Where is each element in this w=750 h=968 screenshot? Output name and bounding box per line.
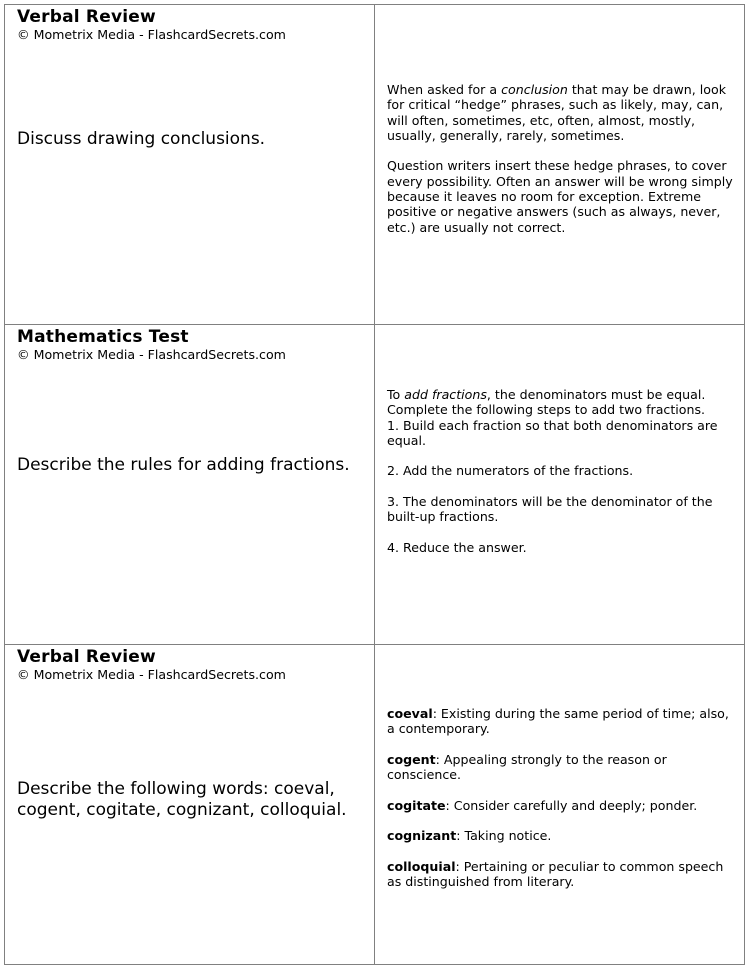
card-1-back (375, 5, 744, 325)
answer-paragraph: When asked for a conclusion that may be drawn, look for critical “hedge” phrases, such as likely, may, can, will often, sometimes, etc, often, almost, mostly, usually, generally, rarely, sometimes. (387, 82, 726, 143)
card-1-front (5, 5, 375, 325)
card-answer (387, 706, 733, 890)
definition-item: coeval: Existing during the same period of time; also, a contemporary. (387, 706, 729, 737)
definition-term: cogitate (387, 797, 446, 813)
step-item: 4. Reduce the answer. (387, 539, 527, 555)
card-3-back (375, 645, 744, 964)
card-copyright: © Mometrix Media - FlashcardSecrets.com (17, 27, 286, 42)
card-category-title: Verbal Review (17, 647, 156, 667)
answer-paragraph: Question writers insert these hedge phrases, to cover every possibility. Often an answer will be wrong simply because it leaves no room for exception. Extreme positive or negative answers (such as always, never, etc.) are usually not correct. (387, 158, 733, 235)
card-answer (387, 387, 733, 555)
card-copyright: © Mometrix Media - FlashcardSecrets.com (17, 347, 286, 362)
definition-item: cogent: Appealing strongly to the reason or conscience. (387, 751, 667, 783)
definition-term: colloquial (387, 858, 456, 874)
card-question: Describe the rules for adding fractions. (17, 455, 350, 475)
definition-item: cogitate: Consider carefully and deeply; ponder. (387, 797, 698, 813)
definition-term: cognizant (387, 828, 457, 844)
step-item: 3. The denominators will be the denominator of the built-up fractions. (387, 494, 713, 525)
definition-item: cognizant: Taking notice. (387, 828, 552, 844)
card-3-front (5, 645, 375, 964)
card-copyright: © Mometrix Media - FlashcardSecrets.com (17, 667, 286, 682)
card-category-title: Verbal Review (17, 7, 156, 27)
definition-term: cogent (387, 751, 436, 767)
emphasis-text: add fractions (404, 387, 487, 402)
card-question: Discuss drawing conclusions. (17, 129, 266, 149)
definition-term: coeval (387, 706, 433, 721)
card-category-title: Mathematics Test (17, 327, 189, 347)
card-answer (387, 82, 733, 235)
flashcard-sheet (4, 4, 745, 965)
step-item: 2. Add the numerators of the fractions. (387, 463, 634, 479)
step-item: 1. Build each fraction so that both denominators are equal. (387, 417, 718, 448)
definition-item: colloquial: Pertaining or peculiar to common speech as distinguished from literary. (387, 858, 724, 890)
card-2-back (375, 325, 744, 645)
answer-intro: To add fractions, the denominators must be equal. Complete the following steps to add two fractions. 1. Build each fraction so that both denominators are equal. (387, 387, 718, 448)
card-2-front (5, 325, 375, 645)
card-question: Describe the following words: coeval, cogent, cogitate, cognizant, colloquial. (17, 779, 347, 820)
emphasis-text: conclusion (501, 82, 568, 97)
